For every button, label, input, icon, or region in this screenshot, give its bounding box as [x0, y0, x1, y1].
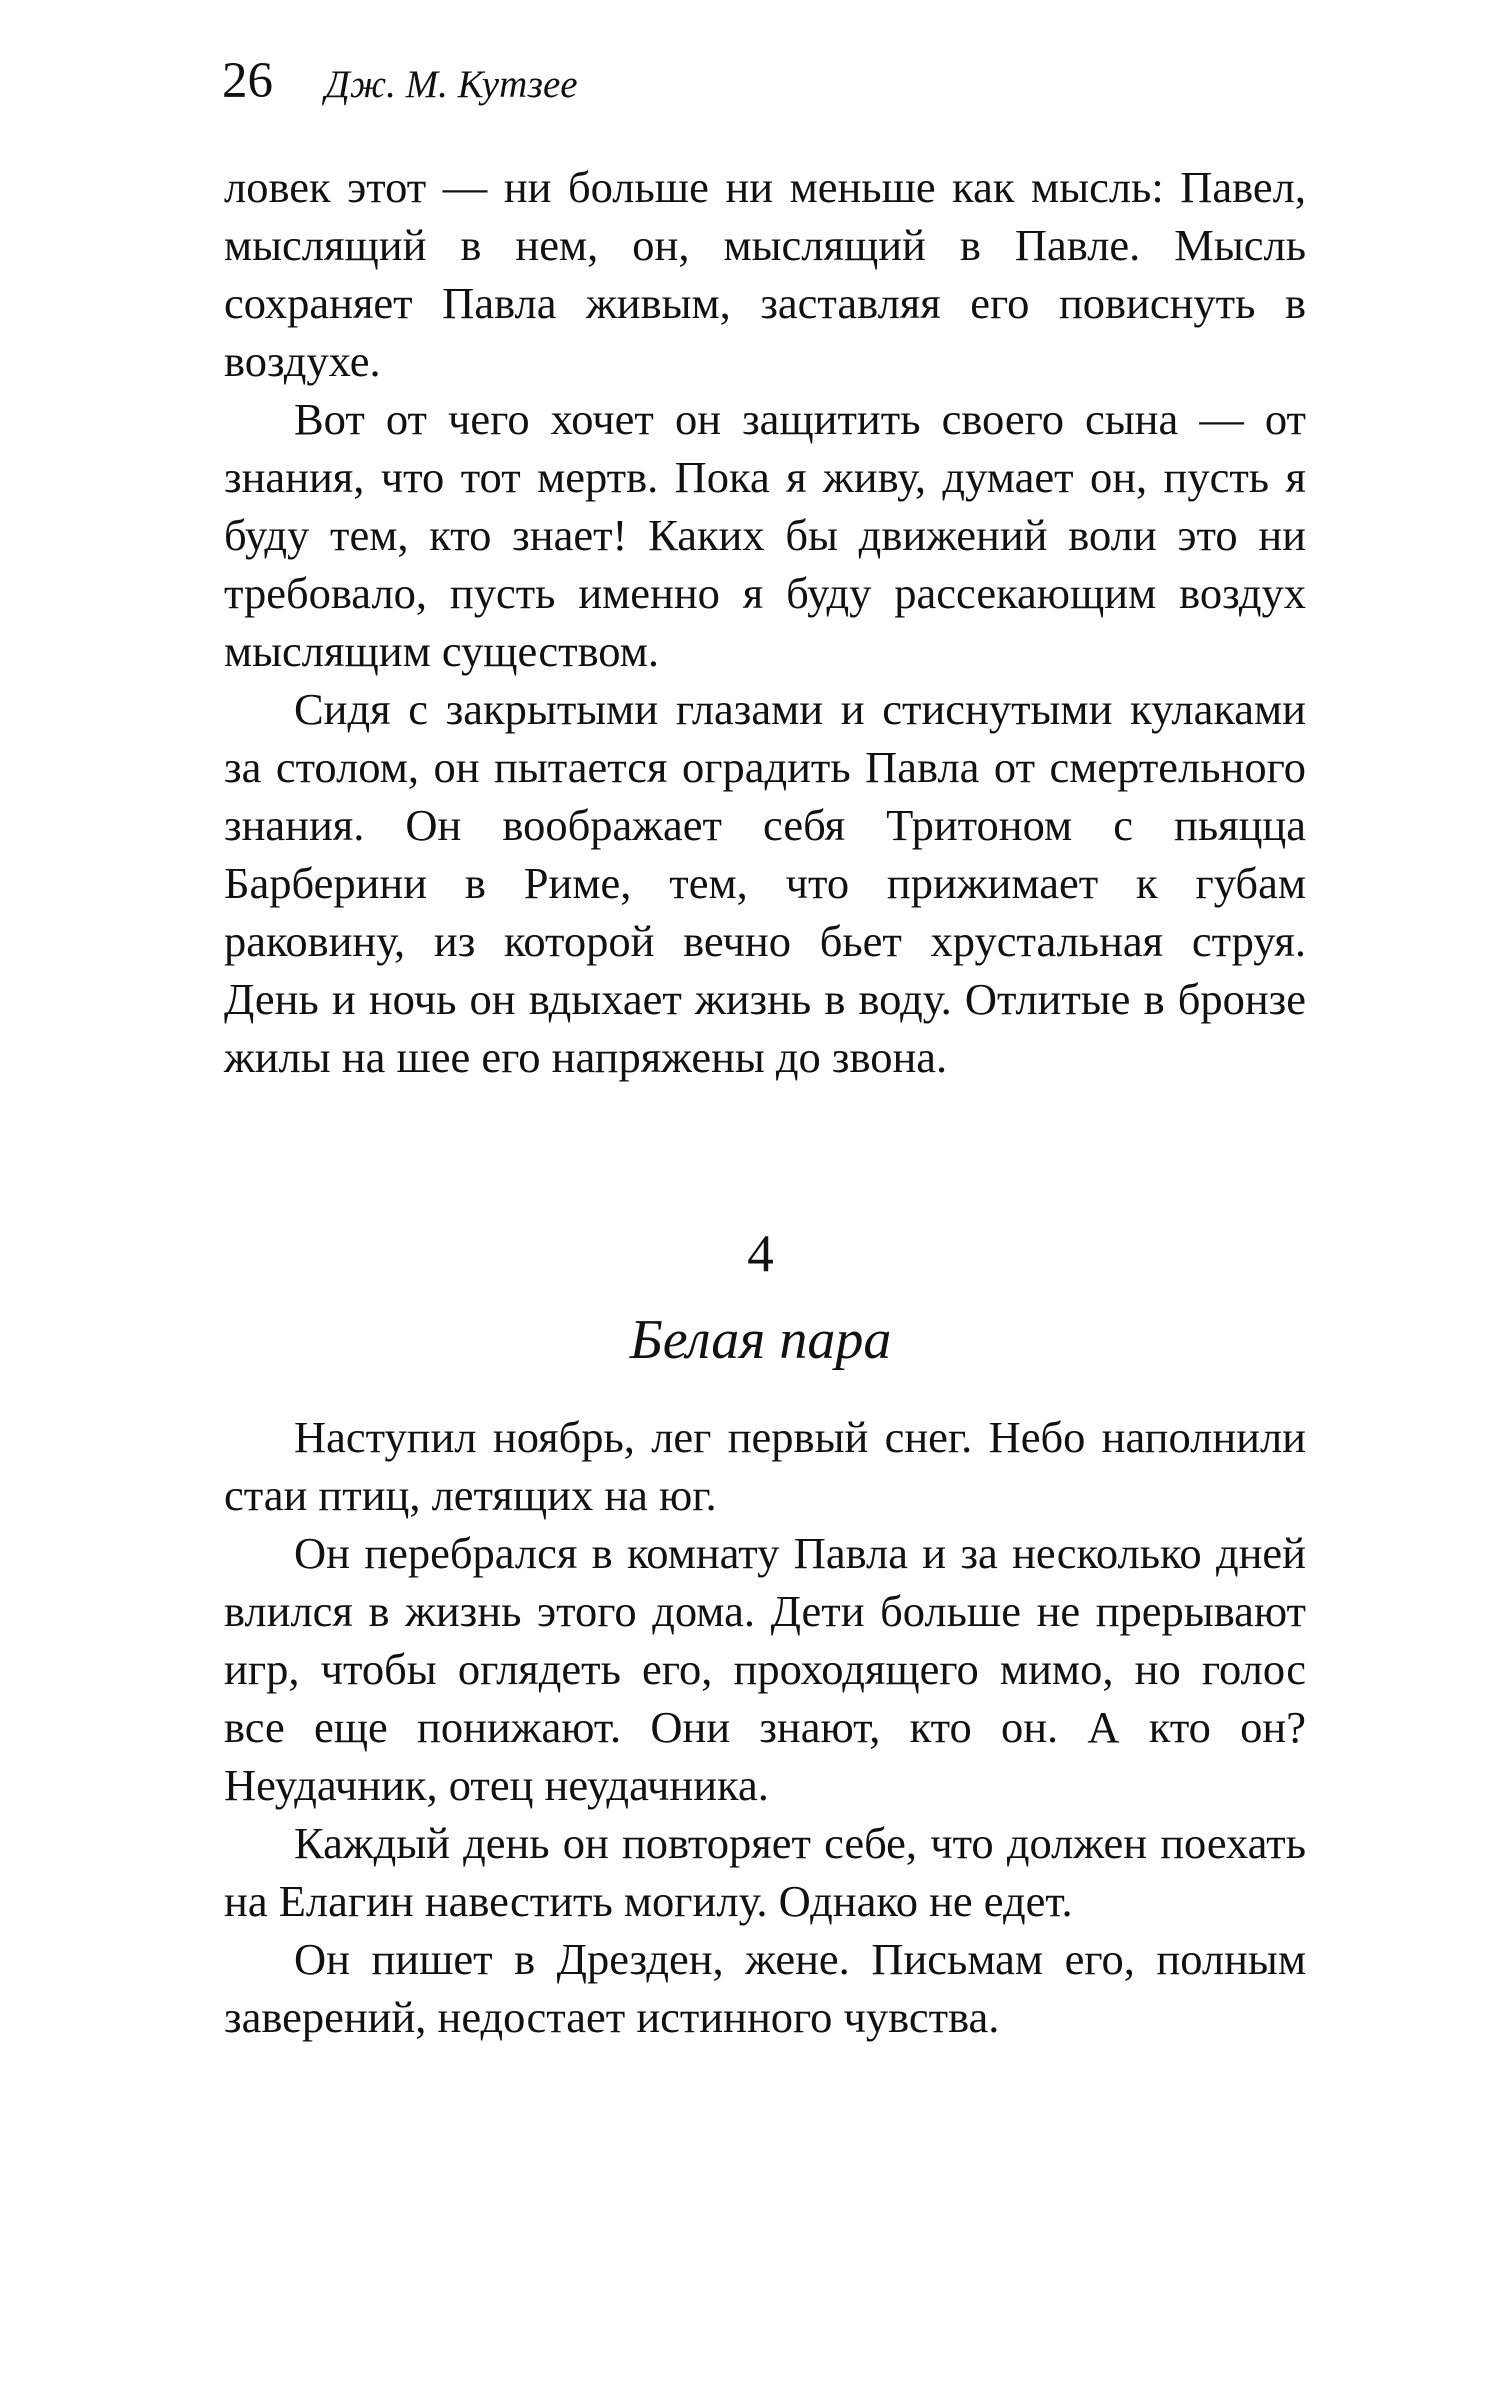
paragraph: Наступил ноябрь, лег первый снег. Небо наполнили стаи птиц, летящих на юг.: [224, 1412, 1306, 1520]
paragraph: Каждый день он повторяет себе, что должен поехать на Елагин навестить могилу. Однако не едет.: [224, 1818, 1306, 1926]
running-head: [222, 52, 578, 122]
text-block-before-chapter: [224, 158, 1306, 1086]
paragraph: Вот от чего хочет он защитить своего сына — от знания, что тот мертв. Пока я живу, думает он, пусть я буду тем, кто знает! Каких бы движений воли это ни требовало, пусть именно я буду рассекающим воздух мыслящим существом.: [224, 394, 1306, 676]
text-block-chapter: [224, 1408, 1306, 2046]
paragraph: Сидя с закрытыми глазами и стиснутыми кулаками за столом, он пытается оградить Павла от смертельного знания. Он воображает себя Тритоном с пьяцца Барберини в Риме, тем, что прижимает к губам раковину, из которой вечно бьет хрустальная струя. День и ночь он вдыхает жизнь в воду. Отлитые в бронзе жилы на шее его напряжены до звона.: [224, 684, 1306, 1082]
chapter-number: 4: [747, 1225, 774, 1283]
paragraph: Он пишет в Дрезден, жене. Письмам его, полным заверений, недостает истинного чувства.: [224, 1934, 1306, 2042]
paragraph: ловек этот — ни больше ни меньше как мысль: Павел, мыслящий в нем, он, мыслящий в Павле. Мысль сохраняет Павла живым, заставляя его повиснуть в воздухе.: [224, 162, 1306, 386]
page-number: 26: [222, 53, 273, 109]
chapter-title: Белая пара: [629, 1309, 892, 1371]
running-head-title: Дж. М. Кутзее: [325, 63, 578, 106]
paragraph: Он перебрался в комнату Павла и за несколько дней влился в жизнь этого дома. Дети больше не прерывают игр, чтобы оглядеть его, проходящего мимо, но голос все еще понижают. Они знают, кто он. А кто он? Неудачник, отец неудачника.: [224, 1528, 1306, 1810]
